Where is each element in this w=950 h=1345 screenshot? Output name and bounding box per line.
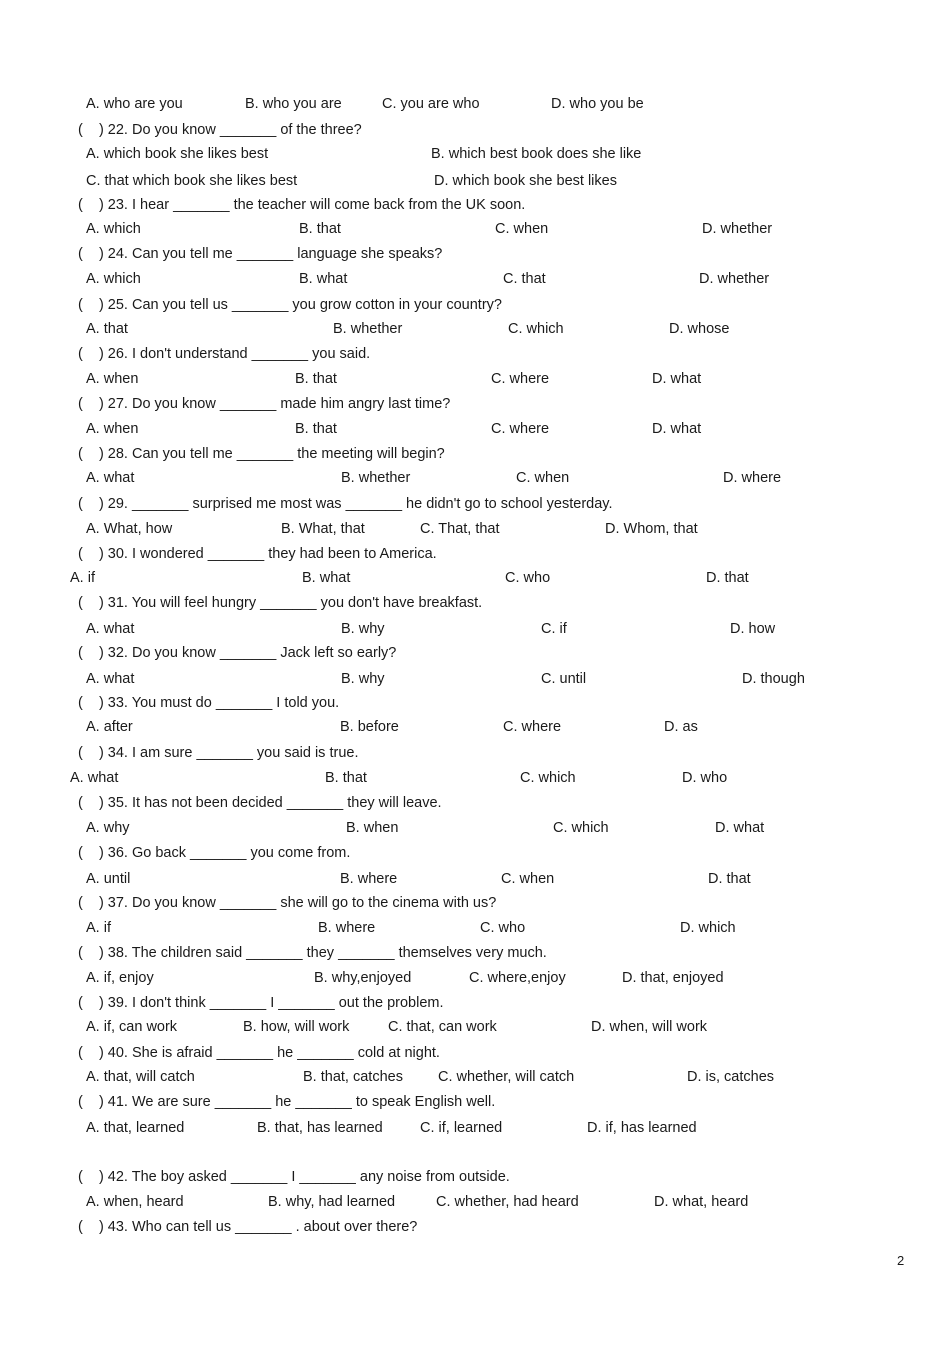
answer-option: A. that <box>86 321 128 337</box>
answer-option: A. what <box>86 470 135 486</box>
answer-option: A. What, how <box>86 521 173 537</box>
question-text: ( ) 24. Can you tell me _______ language she speaks? <box>78 246 443 262</box>
answer-option: D. who you be <box>551 96 644 112</box>
answer-option: C. that, can work <box>388 1019 497 1035</box>
answer-option: A. which book she likes best <box>86 146 269 162</box>
answer-option: D. whether <box>699 271 770 287</box>
question-text: ( ) 33. You must do _______ I told you. <box>78 695 340 711</box>
question-text: ( ) 29. _______ surprised me most was _______ he didn't go to school yesterday. <box>78 496 613 512</box>
question-text: ( ) 40. She is afraid _______ he _______ cold at night. <box>78 1045 440 1061</box>
question-text: ( ) 32. Do you know _______ Jack left so early? <box>78 645 397 661</box>
answer-option: B. what <box>299 271 348 287</box>
answer-option: A. what <box>86 621 135 637</box>
answer-option: C. when <box>516 470 570 486</box>
answer-option: A. that, learned <box>86 1120 185 1136</box>
answer-option: B. why, had learned <box>268 1194 396 1210</box>
answer-option: C. who <box>505 570 551 586</box>
answer-option: B. what <box>302 570 351 586</box>
question-text: ( ) 34. I am sure _______ you said is true. <box>78 745 359 761</box>
answer-option: B. that <box>295 371 337 387</box>
answer-option: C. until <box>541 671 587 687</box>
answer-option: C. whether, will catch <box>438 1069 575 1085</box>
answer-option: C. where <box>491 371 550 387</box>
answer-option: A. what <box>86 671 135 687</box>
answer-option: C. if <box>541 621 567 637</box>
answer-option: D. what <box>652 421 702 437</box>
question-text: ( ) 26. I don't understand _______ you said. <box>78 346 371 362</box>
answer-option: B. where <box>340 871 398 887</box>
answer-option: D. Whom, that <box>605 521 698 537</box>
answer-option: C. you are who <box>382 96 480 112</box>
answer-option: B. that <box>295 421 337 437</box>
question-text: ( ) 23. I hear _______ the teacher will come back from the UK soon. <box>78 197 526 213</box>
answer-option: D. though <box>742 671 805 687</box>
answer-option: D. is, catches <box>687 1069 775 1085</box>
question-text: ( ) 27. Do you know _______ made him angry last time? <box>78 396 451 412</box>
question-text: ( ) 30. I wondered _______ they had been to America. <box>78 546 437 562</box>
answer-option: C. which <box>553 820 609 836</box>
answer-option: A. if, can work <box>86 1019 178 1035</box>
answer-option: A. if <box>70 570 95 586</box>
answer-option: A. who are you <box>86 96 183 112</box>
answer-option: A. after <box>86 719 133 735</box>
answer-option: C. where <box>491 421 550 437</box>
answer-option: B. which best book does she like <box>431 146 642 162</box>
answer-option: B. What, that <box>281 521 365 537</box>
answer-option: A. that, will catch <box>86 1069 195 1085</box>
question-text: ( ) 39. I don't think _______ I _______ out the problem. <box>78 995 444 1011</box>
answer-option: C. whether, had heard <box>436 1194 579 1210</box>
question-text: ( ) 38. The children said _______ they _______ themselves very much. <box>78 945 547 961</box>
answer-option: A. which <box>86 221 141 237</box>
answer-option: B. that <box>325 770 367 786</box>
question-text: ( ) 25. Can you tell us _______ you grow cotton in your country? <box>78 297 502 313</box>
answer-option: A. if, enjoy <box>86 970 154 986</box>
answer-option: C. that which book she likes best <box>86 173 298 189</box>
answer-option: A. when <box>86 371 139 387</box>
answer-option: C. if, learned <box>420 1120 503 1136</box>
answer-option: A. until <box>86 871 131 887</box>
answer-option: B. how, will work <box>243 1019 350 1035</box>
question-text: ( ) 37. Do you know _______ she will go to the cinema with us? <box>78 895 497 911</box>
answer-option: C. when <box>495 221 549 237</box>
answer-option: C. who <box>480 920 526 936</box>
answer-option: A. when <box>86 421 139 437</box>
question-text: ( ) 42. The boy asked _______ I _______ any noise from outside. <box>78 1169 510 1185</box>
answer-option: D. which book she best likes <box>434 173 617 189</box>
answer-option: D. whose <box>669 321 730 337</box>
answer-option: B. before <box>340 719 399 735</box>
answer-option: B. that, catches <box>303 1069 403 1085</box>
answer-option: B. when <box>346 820 399 836</box>
question-text: ( ) 22. Do you know _______ of the three? <box>78 122 362 138</box>
answer-option: B. whether <box>333 321 403 337</box>
question-text: ( ) 35. It has not been decided _______ they will leave. <box>78 795 442 811</box>
answer-option: B. why <box>341 671 385 687</box>
answer-option: D. when, will work <box>591 1019 708 1035</box>
answer-option: B. whether <box>341 470 411 486</box>
answer-option: C. which <box>520 770 576 786</box>
answer-option: B. why,enjoyed <box>314 970 412 986</box>
answer-option: A. when, heard <box>86 1194 184 1210</box>
answer-option: C. that <box>503 271 546 287</box>
question-text: ( ) 36. Go back _______ you come from. <box>78 845 351 861</box>
answer-option: D. which <box>680 920 736 936</box>
question-text: ( ) 28. Can you tell me _______ the meeting will begin? <box>78 446 445 462</box>
answer-option: D. that <box>706 570 749 586</box>
question-text: ( ) 41. We are sure _______ he _______ to speak English well. <box>78 1094 496 1110</box>
answer-option: C. when <box>501 871 555 887</box>
answer-option: D. that <box>708 871 751 887</box>
answer-option: B. that <box>299 221 341 237</box>
answer-option: B. why <box>341 621 385 637</box>
page-number: 2 <box>897 1253 905 1268</box>
answer-option: D. if, has learned <box>587 1120 697 1136</box>
question-text: ( ) 43. Who can tell us _______ . about over there? <box>78 1219 418 1235</box>
answer-option: C. That, that <box>420 521 500 537</box>
answer-option: A. what <box>70 770 119 786</box>
answer-option: D. that, enjoyed <box>622 970 724 986</box>
answer-option: D. what, heard <box>654 1194 749 1210</box>
answer-option: D. what <box>715 820 765 836</box>
answer-option: B. who you are <box>245 96 342 112</box>
answer-option: C. where <box>503 719 562 735</box>
answer-option: D. who <box>682 770 728 786</box>
answer-option: C. which <box>508 321 564 337</box>
answer-option: B. where <box>318 920 376 936</box>
answer-option: D. as <box>664 719 698 735</box>
answer-option: A. which <box>86 271 141 287</box>
answer-option: D. what <box>652 371 702 387</box>
answer-option: D. where <box>723 470 782 486</box>
answer-option: A. if <box>86 920 111 936</box>
answer-option: A. why <box>86 820 130 836</box>
answer-option: D. whether <box>702 221 773 237</box>
answer-option: C. where,enjoy <box>469 970 566 986</box>
question-text: ( ) 31. You will feel hungry _______ you don't have breakfast. <box>78 595 483 611</box>
answer-option: D. how <box>730 621 776 637</box>
answer-option: B. that, has learned <box>257 1120 383 1136</box>
